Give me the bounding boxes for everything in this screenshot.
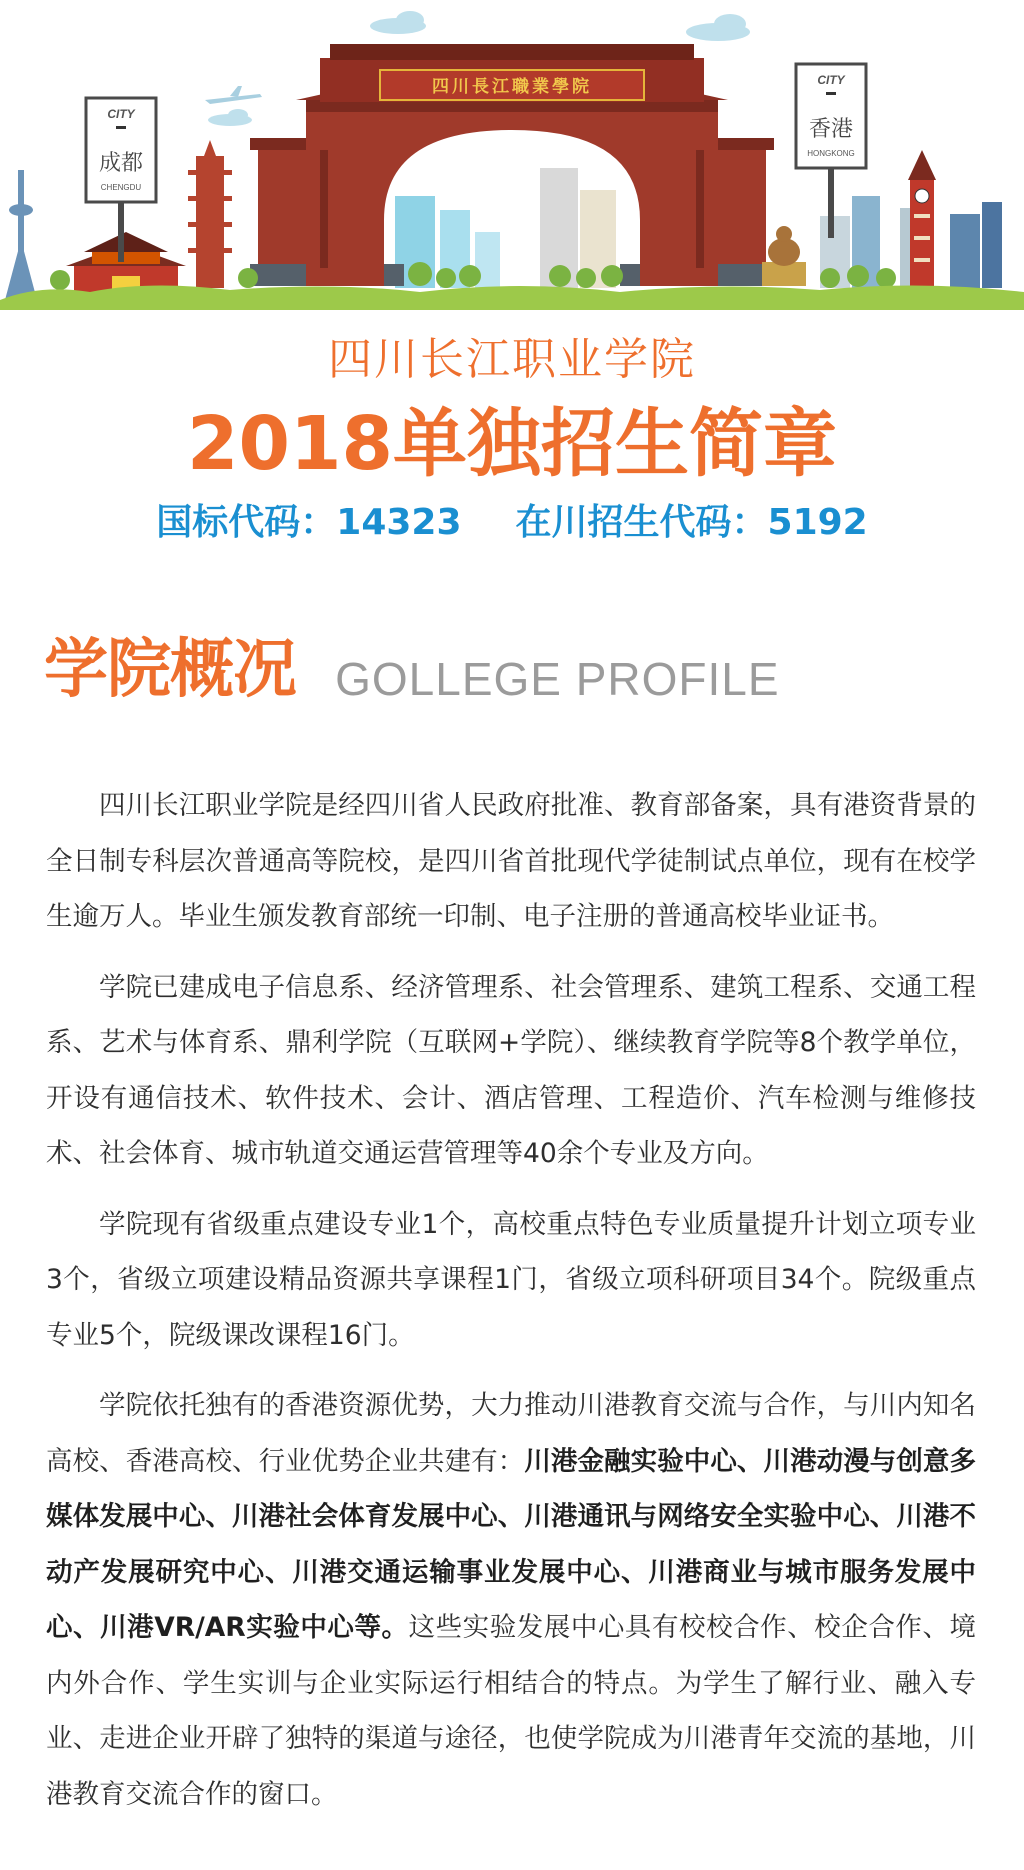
profile-body (46, 778, 976, 1837)
section-title-en: GOLLEGE PROFILE (335, 653, 780, 705)
chengdu-sign-pinyin: CHENGDU (100, 183, 142, 192)
pagoda-icon (188, 140, 232, 288)
grass-ground (0, 285, 1024, 310)
hongkong-sign-city: CITY (817, 73, 845, 87)
header-block (0, 330, 1024, 548)
paragraph-4-centers: 川港金融实验中心、川港动漫与创意多媒体发展中心、川港社会体育发展中心、川港通讯与网络安全实验中心、川港不动产发展研究中心、川港交通运输事业发展中心、川港商业与城市服务发展中心、川港VR/AR实验中心等。 (46, 1445, 977, 1643)
paragraph-2: 学院已建成电子信息系、经济管理系、社会管理系、建筑工程系、交通工程系、艺术与体育系、鼎利学院（互联网+学院）、继续教育学院等8个教学单位，开设有通信技术、软件技术、会计、酒店管理、工程造价、汽车检测与维修技术、社会体育、城市轨道交通运营管理等40余个专业及方向。 (46, 971, 976, 1169)
school-gate (250, 44, 774, 286)
hongkong-sign-name: 香港 (808, 117, 854, 142)
sichuan-code: 在川招生代码：5192 (515, 502, 868, 543)
chengdu-sign-name: 成都 (98, 151, 144, 176)
hongkong-sign-pinyin: HONGKONG (807, 149, 855, 158)
brochure-title: 2018单独招生简章 (187, 401, 837, 487)
national-code: 国标代码：14323 (156, 502, 462, 543)
gate-sign-text: 四川長江職業學院 (432, 77, 592, 97)
paragraph-4-outro: 这些实验发展中心具有校校合作、校企合作、境内外合作、学生实训与企业实际运行相结合的特点。为学生了解行业、融入专业、走进企业开辟了独特的渠道与途径，也使学院成为川港青年交流的基地，川港教育交流合作的窗口。 (46, 1612, 977, 1810)
chengdu-sign (86, 98, 156, 262)
school-name: 四川长江职业学院 (328, 334, 696, 385)
section-title-cn: 学院概况 (44, 633, 296, 707)
clock-tower-icon (908, 150, 936, 290)
buddha-statue-icon (762, 226, 806, 286)
tv-tower-icon (5, 170, 37, 300)
airplane-icon (205, 86, 262, 104)
section-heading (44, 618, 780, 708)
paragraph-4 (46, 1378, 976, 1822)
paragraph-3: 学院现有省级重点建设专业1个，高校重点特色专业质量提升计划立项专业3个，省级立项建设精品资源共享课程1门，省级立项科研项目34个。院级重点专业5个，院级课改课程16门。 (46, 1208, 976, 1351)
campus-gate-banner (0, 0, 1024, 310)
paragraph-4-intro: 学院依托独有的香港资源优势，大力推动川港教育交流与合作，与川内知名高校、香港高校、行业优势企业共建有： (46, 1390, 976, 1477)
enrollment-codes (0, 498, 1024, 548)
chengdu-sign-city: CITY (107, 107, 135, 121)
paragraph-1: 四川长江职业学院是经四川省人民政府批准、教育部备案，具有港资背景的全日制专科层次普通高等院校，是四川省首批现代学徒制试点单位，现有在校学生逾万人。毕业生颁发教育部统一印制、电子注册的普通高校毕业证书。 (46, 790, 976, 932)
